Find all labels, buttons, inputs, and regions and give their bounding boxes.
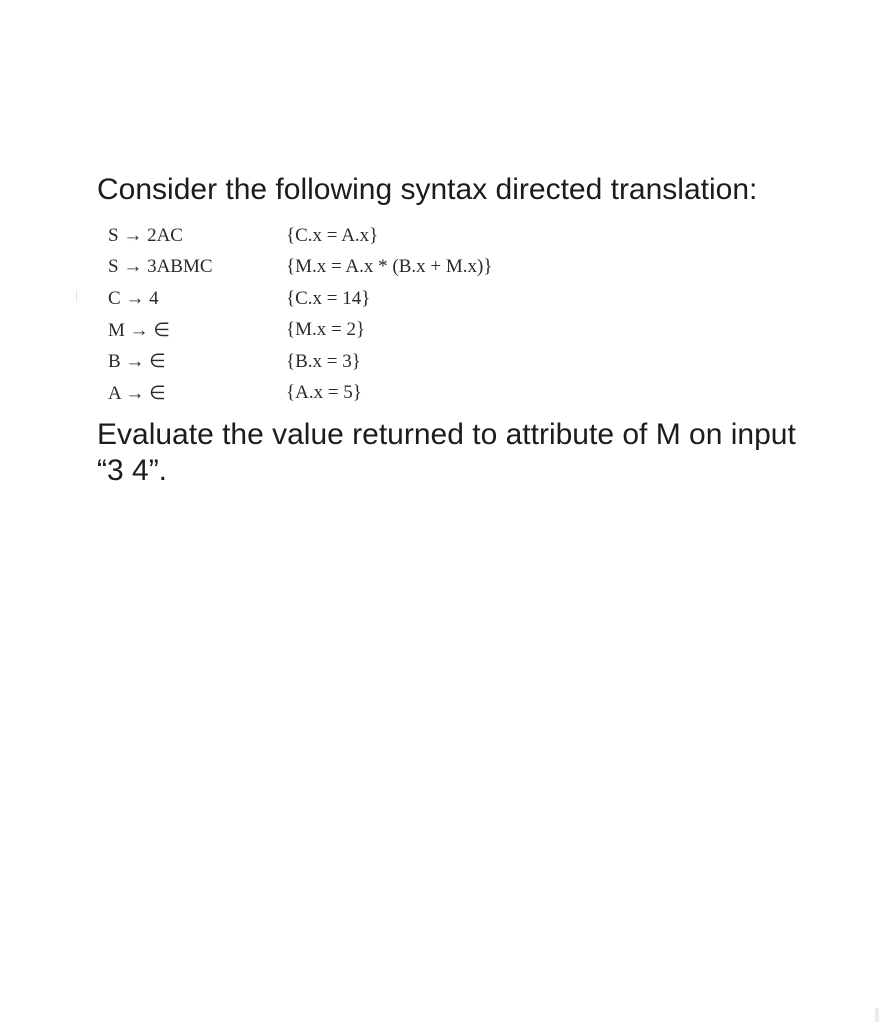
rule-action: {M.x = 2} xyxy=(286,319,366,341)
rule-production: M → ∈ xyxy=(108,319,170,341)
question-text xyxy=(97,417,857,489)
rule-production: B → ∈ xyxy=(108,351,166,373)
rule-row xyxy=(108,346,857,378)
rule-action: {B.x = 3} xyxy=(286,350,361,372)
rule-action: {C.x = A.x} xyxy=(286,224,379,246)
question-line-2: “3 4”. xyxy=(97,454,168,487)
corner-artifact xyxy=(875,1008,879,1022)
rule-row xyxy=(108,378,857,410)
rule-action: {C.x = 14} xyxy=(286,287,371,309)
rule-action: {A.x = 5} xyxy=(286,382,362,404)
rule-row xyxy=(108,283,857,315)
rule-production: S → 3ABMC xyxy=(108,256,213,278)
rule-production: A → ∈ xyxy=(108,382,166,404)
question-block xyxy=(97,168,857,489)
rule-row xyxy=(108,315,857,347)
rule-production: C → 4 xyxy=(108,287,159,309)
rule-row xyxy=(108,220,857,252)
rule-production: S → 2AC xyxy=(108,224,183,246)
question-intro: Consider the following syntax directed translation: xyxy=(97,173,758,206)
question-line-1: Evaluate the value returned to attribute of M on input xyxy=(97,418,796,451)
scan-artifact xyxy=(76,291,77,301)
translation-rules xyxy=(108,220,857,409)
rule-row xyxy=(108,252,857,284)
rule-action: {M.x = A.x * (B.x + M.x)} xyxy=(286,256,493,278)
